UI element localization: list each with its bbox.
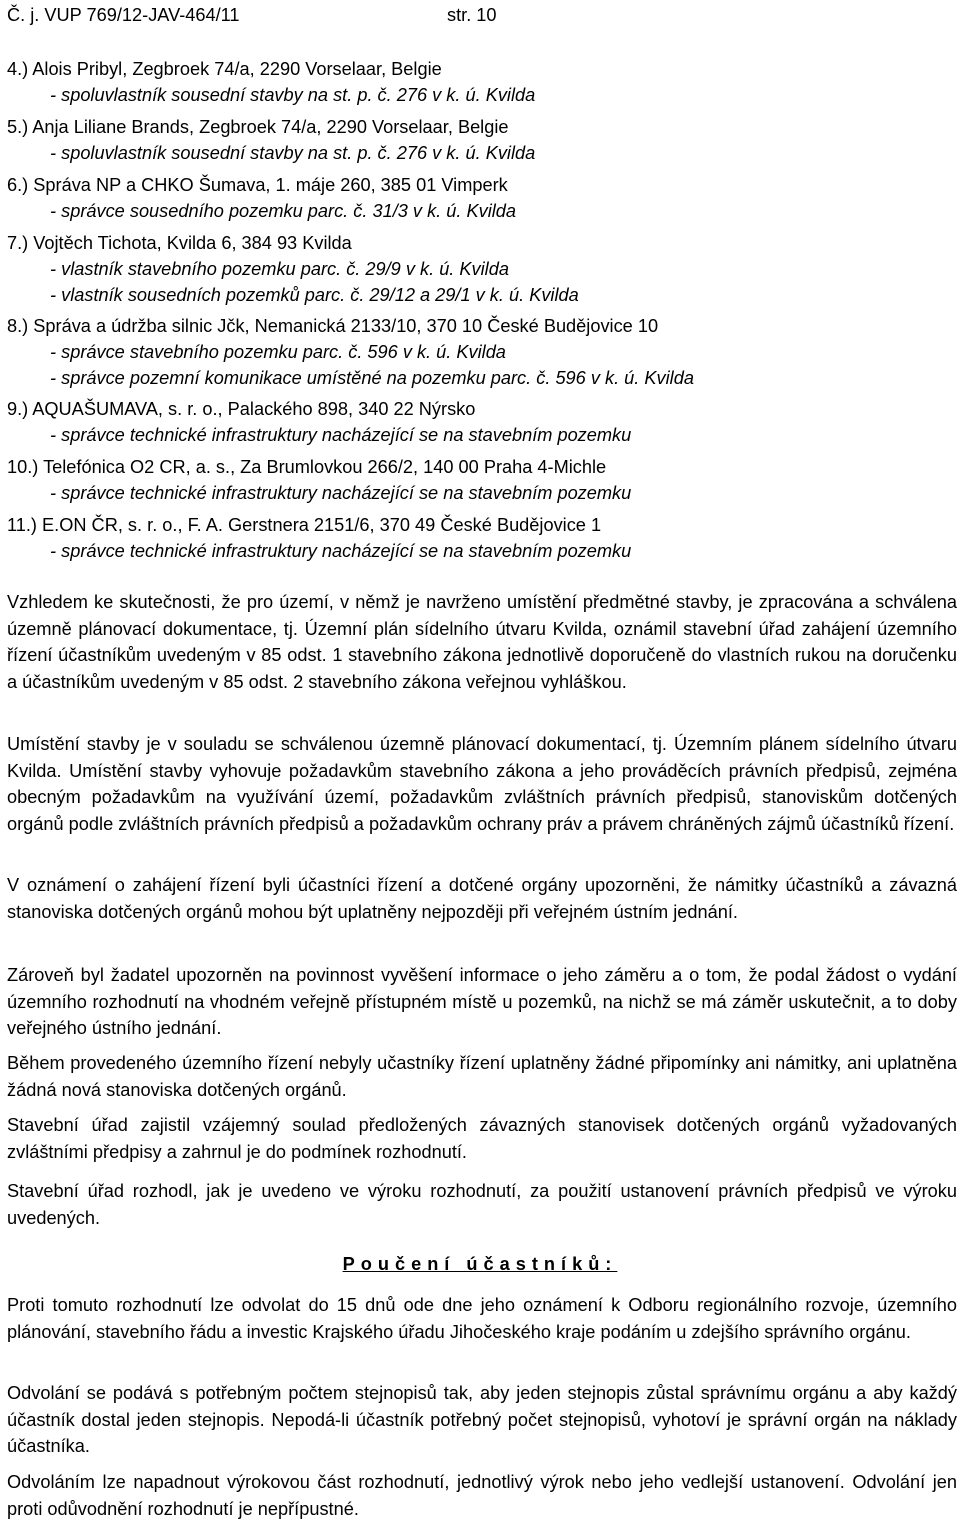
list-item: 10.) Telefónica O2 CR, a. s., Za Brumlovkou 266/2, 140 00 Praha 4-Michle (7, 457, 607, 477)
instruction-heading: Poučení účastníků: (342, 1254, 618, 1274)
list-item-role: - správce technické infrastruktury nacházející se na stavebním pozemku (50, 541, 632, 561)
list-item-role: - správce technické infrastruktury nacházející se na stavebním pozemku (50, 483, 632, 503)
paragraph: Umístění stavby je v souladu se schválenou územně plánovací dokumentací, tj. Územním plánem sídelního útvaru Kvilda. Umístění stavby vyhovuje požadavkům stavebního zákona a jeho prováděcích právních předpisů, zejména obecným požadavkům na využívání území, požadavkům zvláštních právních předpisů, stanoviskům dotčených orgánů podle zvláštních právních předpisů a požadavkům ochrany práv a právem chráněných zájmů účastníků řízení. (7, 734, 957, 834)
paragraph: Vzhledem ke skutečnosti, že pro území, v němž je navrženo umístění předmětné stavby, je zpracována a schválena územně plánovací dokumentace, tj. Územní plán sídelního útvaru Kvilda, oznámil stavební úřad zahájení územního řízení účastníkům uvedeným v 85 odst. 1 stavebního zákona jednotlivě doporučeně do vlastních rukou na doručenku a účastníkům uvedeným v 85 odst. 2 stavebního zákona veřejnou vyhláškou. (7, 592, 957, 692)
document-reference: Č. j. VUP 769/12-JAV-464/11 (7, 5, 240, 25)
list-item: 6.) Správa NP a CHKO Šumava, 1. máje 260, 385 01 Vimperk (7, 175, 508, 195)
list-item-role: - spoluvlastník sousední stavby na st. p. č. 276 v k. ú. Kvilda (50, 85, 536, 105)
paragraph: Stavební úřad zajistil vzájemný soulad předložených závazných stanovisek dotčených orgánů vyžadovaných zvláštními předpisy a zahrnul je do podmínek rozhodnutí. (7, 1115, 957, 1162)
list-item: 9.) AQUAŠUMAVA, s. r. o., Palackého 898, 340 22 Nýrsko (7, 399, 476, 419)
list-item-role: - správce technické infrastruktury nacházející se na stavebním pozemku (50, 425, 632, 445)
page-number: str. 10 (447, 5, 497, 25)
list-item: 4.) Alois Pribyl, Zegbroek 74/a, 2290 Vorselaar, Belgie (7, 59, 442, 79)
instruction-paragraph: Proti tomuto rozhodnutí lze odvolat do 15 dnů ode dne jeho oznámení k Odboru regionálního rozvoje, územního plánování, stavebního řádu a investic Krajského úřadu Jihočeského kraje podáním u zdejšího správního orgánu. (7, 1295, 957, 1342)
list-item-role: - vlastník stavebního pozemku parc. č. 29/9 v k. ú. Kvilda (50, 259, 509, 279)
list-item: 11.) E.ON ČR, s. r. o., F. A. Gerstnera 2151/6, 370 49 České Budějovice 1 (7, 515, 602, 535)
list-item: 8.) Správa a údržba silnic Jčk, Nemanická 2133/10, 370 10 České Budějovice 10 (7, 316, 659, 336)
list-item-role: - správce pozemní komunikace umístěné na pozemku parc. č. 596 v k. ú. Kvilda (50, 368, 694, 388)
list-item: 5.) Anja Liliane Brands, Zegbroek 74/a, 2290 Vorselaar, Belgie (7, 117, 509, 137)
list-item-role: - vlastník sousedních pozemků parc. č. 29/12 a 29/1 v k. ú. Kvilda (50, 285, 579, 305)
list-item-role: - správce stavebního pozemku parc. č. 596 v k. ú. Kvilda (50, 342, 506, 362)
paragraph: Stavební úřad rozhodl, jak je uvedeno ve výroku rozhodnutí, za použití ustanovení právních předpisů ve výroku uvedených. (7, 1181, 957, 1228)
paragraph: Zároveň byl žadatel upozorněn na povinnost vyvěšení informace o jeho záměru a o tom, že podal žádost o vydání územního rozhodnutí na vhodném veřejně přístupném místě u pozemků, na nichž se má záměr uskutečnit, a to doby veřejného ústního jednání. (7, 965, 957, 1039)
paragraph: V oznámení o zahájení řízení byli účastníci řízení a dotčené orgány upozorněni, že námitky účastníků a závazná stanoviska dotčených orgánů mohou být uplatněny nejpozději při veřejném ústním jednání. (7, 875, 957, 922)
paragraph: Během provedeného územního řízení nebyly učastníky řízení uplatněny žádné připomínky ani námitky, ani uplatněna žádná nová stanoviska dotčených orgánů. (7, 1053, 957, 1100)
instruction-paragraph: Odvolání se podává s potřebným počtem stejnopisů tak, aby jeden stejnopis zůstal správnímu orgánu a aby každý účastník dostal jeden stejnopis. Nepodá-li účastník potřebný počet stejnopisů, vyhotoví je správní orgán na náklady účastníka. (7, 1383, 957, 1457)
list-item: 7.) Vojtěch Tichota, Kvilda 6, 384 93 Kvilda (7, 233, 352, 253)
list-item-role: - spoluvlastník sousední stavby na st. p. č. 276 v k. ú. Kvilda (50, 143, 536, 163)
list-item-role: - správce sousedního pozemku parc. č. 31/3 v k. ú. Kvilda (50, 201, 517, 221)
instruction-paragraph: Odvoláním lze napadnout výrokovou část rozhodnutí, jednotlivý výrok nebo jeho vedlejší ustanovení. Odvolání jen proti odůvodnění rozhodnutí je nepřípustné. (7, 1472, 957, 1519)
page-header (7, 2, 497, 28)
